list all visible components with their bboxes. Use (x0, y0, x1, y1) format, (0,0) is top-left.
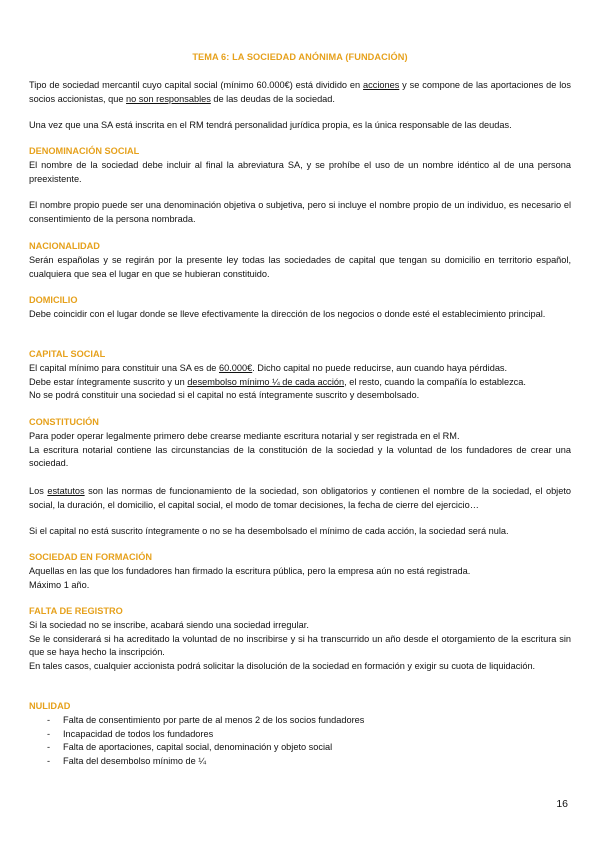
capital-line2-b: , el resto, cuando la compañía lo establezca. (344, 376, 526, 387)
formacion-line1: Aquellas en las que los fundadores han firmado la escritura pública, pero la empresa aún no está registrada. (29, 566, 471, 576)
capital-line2-a: Debe estar íntegramente suscrito y un (29, 376, 188, 387)
nacionalidad-paragraph: Serán españolas y se regirán por la presente ley todas las sociedades de capital que tengan su domicilio en territorio español, cualquiera que sea el lugar en que se hubieran constituido. (29, 255, 571, 279)
estatutos-text-b: son las normas de funcionamiento de la sociedad, son obligatorios y contienen el nombre de la sociedad, el objeto social, la duración, el domicilio, el capital social, el modo de tomar decisiones, la fecha de cierre del ejercicio… (29, 486, 571, 510)
section-heading-constitucion: CONSTITUCIÓN (29, 417, 99, 427)
intro-text-a: Tipo de sociedad mercantil cuyo capital social (mínimo 60.000€) está dividido en (29, 80, 364, 90)
list-item-text: Falta de aportaciones, capital social, denominación y objeto social (63, 742, 333, 752)
constitucion-line2: La escritura notarial contiene las circunstancias de la constitución de la sociedad y la voluntad de los fundadores de crear una sociedad. (29, 444, 571, 468)
document-title: TEMA 6: LA SOCIEDAD ANÓNIMA (FUNDACIÓN) (192, 52, 408, 62)
list-item-text: Falta de consentimiento por parte de al menos 2 de los socios fundadores (63, 715, 365, 725)
capital-line3: No se podrá constituir una sociedad si el capital no está íntegramente suscrito y desembolsado. (29, 390, 420, 400)
list-item-text: Falta del desembolso mínimo de ¼ (63, 755, 206, 766)
list-item (29, 755, 549, 769)
section-heading-nacionalidad: NACIONALIDAD (29, 241, 100, 251)
constitucion-paragraph-2 (29, 485, 571, 512)
list-item (29, 728, 549, 742)
denominacion-paragraph-1: El nombre de la sociedad debe incluir al final la abreviatura SA, y se prohíbe el uso de un nombre idéntico al de una persona preexistente. (29, 160, 571, 184)
list-item (29, 714, 549, 728)
intro-paragraph (29, 79, 571, 106)
intro-underline-no-responsables: no son responsables (126, 93, 211, 104)
falta-registro-line3: En tales casos, cualquier accionista podrá solicitar la disolución de la sociedad en formación y exigir su cuota de liquidación. (29, 660, 536, 671)
dash-bullet: - (47, 742, 51, 752)
intro-text-b: y se compone de las aportaciones de los socios accionistas, que (29, 80, 571, 104)
formacion-line2: Máximo 1 año. (29, 579, 90, 590)
denominacion-paragraph-2: El nombre propio puede ser una denominación objetiva o subjetiva, pero si incluye el nombre propio de un individuo, es necesario el consentimiento de la persona nombrada. (29, 200, 571, 224)
capital-line1-b: . Dicho capital no puede reducirse, aun cuando haya pérdidas. (252, 363, 508, 373)
constitucion-paragraph-3: Si el capital no está suscrito íntegramente o no se ha desembolsado el mínimo de cada acción, la sociedad será nula. (29, 526, 509, 536)
nulidad-list (29, 714, 549, 768)
intro-paragraph-2: Una vez que una SA está inscrita en el RM tendrá personalidad jurídica propia, es la única responsable de las deudas. (29, 120, 512, 130)
falta-registro-paragraph (29, 619, 571, 673)
dash-bullet: - (47, 755, 51, 766)
capital-line1-a: El capital mínimo para constituir una SA es de (29, 363, 219, 373)
section-heading-formacion: SOCIEDAD EN FORMACIÓN (29, 552, 153, 562)
estatutos-text-a: Los (29, 486, 48, 496)
page-number: 16 (556, 798, 568, 810)
section-heading-capital: CAPITAL SOCIAL (29, 349, 106, 359)
section-heading-nulidad: NULIDAD (29, 701, 71, 711)
constitucion-line1: Para poder operar legalmente primero debe crearse mediante escritura notarial y ser registrada en el RM. (29, 431, 460, 441)
capital-underline-amount: 60.000€ (218, 363, 253, 373)
estatutos-underline: estatutos (47, 486, 85, 496)
domicilio-paragraph: Debe coincidir con el lugar donde se lleve efectivamente la dirección de los negocios o donde esté el establecimiento principal. (29, 309, 546, 319)
intro-text-c: de las deudas de la sociedad. (210, 93, 335, 104)
intro-underline-acciones: acciones (363, 80, 400, 90)
falta-registro-line2: Se le considerará si ha acreditado la voluntad de no inscribirse y si ha transcurrido un año desde el otorgamiento de la escritura sin que se haya hecho la inscripción. (29, 633, 571, 657)
dash-bullet: - (47, 728, 51, 739)
section-heading-falta-registro: FALTA DE REGISTRO (29, 606, 123, 616)
constitucion-paragraph-1 (29, 430, 571, 471)
capital-underline-desembolso: desembolso mínimo ¼ de cada acción (187, 376, 345, 387)
dash-bullet: - (47, 715, 51, 725)
formacion-paragraph (29, 565, 571, 592)
list-item-text: Incapacidad de todos los fundadores (63, 728, 214, 739)
capital-paragraph (29, 362, 571, 403)
falta-registro-line1: Si la sociedad no se inscribe, acabará siendo una sociedad irregular. (29, 620, 309, 630)
list-item (29, 741, 549, 755)
section-heading-denominacion: DENOMINACIÓN SOCIAL (29, 146, 140, 156)
section-heading-domicilio: DOMICILIO (29, 295, 78, 305)
